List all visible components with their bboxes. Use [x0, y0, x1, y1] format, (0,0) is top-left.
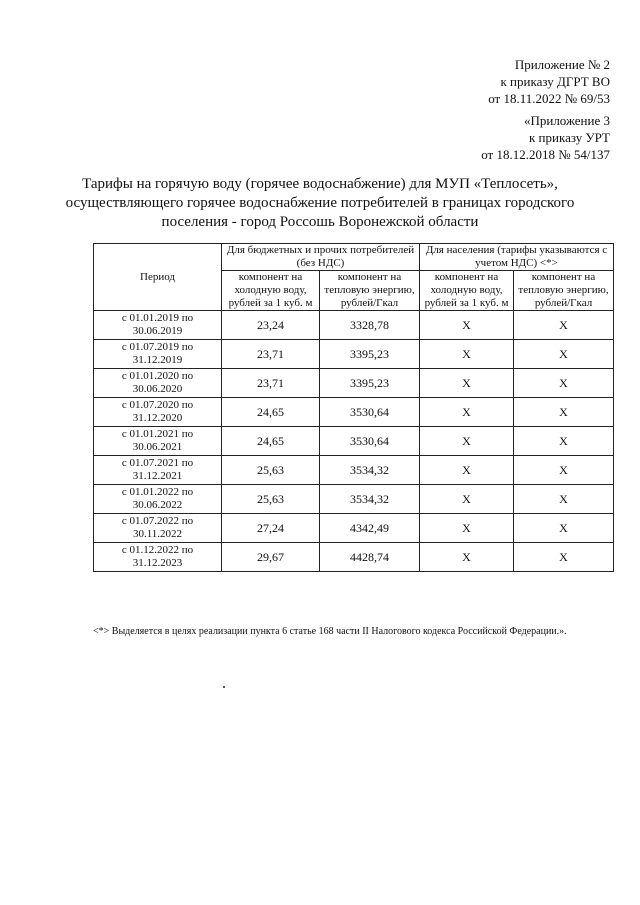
cold-water-cell: 25,63	[222, 456, 320, 485]
population-heat-cell: X	[514, 485, 614, 514]
population-heat-cell: X	[514, 543, 614, 572]
tariff-table	[93, 243, 614, 572]
population-cold-cell: X	[420, 456, 514, 485]
cold-water-cell: 23,71	[222, 369, 320, 398]
cold-water-cell: 23,24	[222, 311, 320, 340]
heat-energy-cell: 4342,49	[320, 514, 420, 543]
budget-consumers-header: Для бюджетных и прочих потребителей (без НДС)	[222, 244, 420, 271]
period-cell: с 01.01.2021 по 30.06.2021	[94, 427, 222, 456]
population-cold-cell: X	[420, 427, 514, 456]
heat-energy-cell: 3395,23	[320, 369, 420, 398]
population-cold-cell: X	[420, 340, 514, 369]
population-heat-cell: X	[514, 514, 614, 543]
original-appendix-date: от 18.12.2018 № 54/137	[481, 147, 610, 162]
scan-speck	[223, 686, 225, 688]
appendix-header-current	[488, 56, 610, 107]
table-row	[94, 369, 614, 398]
population-header: Для населения (тарифы указываются с учетом НДС) <*>	[420, 244, 614, 271]
population-cold-water-header: компонент на холодную воду, рублей за 1 куб. м	[420, 271, 514, 311]
original-appendix-order: к приказу УРТ	[528, 130, 610, 145]
population-heat-cell: X	[514, 427, 614, 456]
cold-water-cell: 24,65	[222, 398, 320, 427]
table-row	[94, 514, 614, 543]
period-cell: с 01.07.2019 по 31.12.2019	[94, 340, 222, 369]
period-column-header: Период	[94, 244, 222, 311]
period-cell: с 01.01.2020 по 30.06.2020	[94, 369, 222, 398]
table-row	[94, 456, 614, 485]
heat-energy-cell: 3534,32	[320, 485, 420, 514]
budget-heat-energy-header: компонент на тепловую энергию, рублей/Гкал	[320, 271, 420, 311]
document-title: Тарифы на горячую воду (горячее водоснабжение) для МУП «Теплосеть», осуществляющего горячее водоснабжение потребителей в границах городского поселения - город Россошь Воронежской области	[65, 176, 575, 230]
population-cold-cell: X	[420, 543, 514, 572]
table-row	[94, 340, 614, 369]
cold-water-cell: 24,65	[222, 427, 320, 456]
heat-energy-cell: 3530,64	[320, 398, 420, 427]
population-heat-cell: X	[514, 398, 614, 427]
heat-energy-cell: 3534,32	[320, 456, 420, 485]
population-cold-cell: X	[420, 311, 514, 340]
heat-energy-cell: 4428,74	[320, 543, 420, 572]
population-heat-cell: X	[514, 369, 614, 398]
table-row	[94, 398, 614, 427]
budget-cold-water-header: компонент на холодную воду, рублей за 1 куб. м	[222, 271, 320, 311]
period-cell: с 01.12.2022 по 31.12.2023	[94, 543, 222, 572]
table-row	[94, 427, 614, 456]
appendix-date: от 18.11.2022 № 69/53	[488, 91, 610, 106]
heat-energy-cell: 3328,78	[320, 311, 420, 340]
appendix-number: Приложение № 2	[514, 57, 610, 72]
appendix-header-original	[481, 112, 610, 163]
population-cold-cell: X	[420, 369, 514, 398]
table-row	[94, 485, 614, 514]
period-cell: с 01.01.2019 по 30.06.2019	[94, 311, 222, 340]
cold-water-cell: 25,63	[222, 485, 320, 514]
population-cold-cell: X	[420, 398, 514, 427]
original-appendix-number: «Приложение 3	[523, 113, 610, 128]
heat-energy-cell: 3530,64	[320, 427, 420, 456]
period-cell: с 01.07.2020 по 31.12.2020	[94, 398, 222, 427]
population-cold-cell: X	[420, 514, 514, 543]
table-row	[94, 311, 614, 340]
population-heat-cell: X	[514, 311, 614, 340]
population-heat-cell: X	[514, 340, 614, 369]
period-cell: с 01.01.2022 по 30.06.2022	[94, 485, 222, 514]
population-cold-cell: X	[420, 485, 514, 514]
cold-water-cell: 27,24	[222, 514, 320, 543]
population-heat-energy-header: компонент на тепловую энергию, рублей/Гкал	[514, 271, 614, 311]
cold-water-cell: 23,71	[222, 340, 320, 369]
appendix-order: к приказу ДГРТ ВО	[500, 74, 610, 89]
heat-energy-cell: 3395,23	[320, 340, 420, 369]
footnote: <*> Выделяется в целях реализации пункта 6 статье 168 части II Налогового кодекса Российской Федерации.».	[93, 626, 567, 637]
period-cell: с 01.07.2021 по 31.12.2021	[94, 456, 222, 485]
cold-water-cell: 29,67	[222, 543, 320, 572]
period-cell: с 01.07.2022 по 30.11.2022	[94, 514, 222, 543]
population-heat-cell: X	[514, 456, 614, 485]
table-row	[94, 543, 614, 572]
